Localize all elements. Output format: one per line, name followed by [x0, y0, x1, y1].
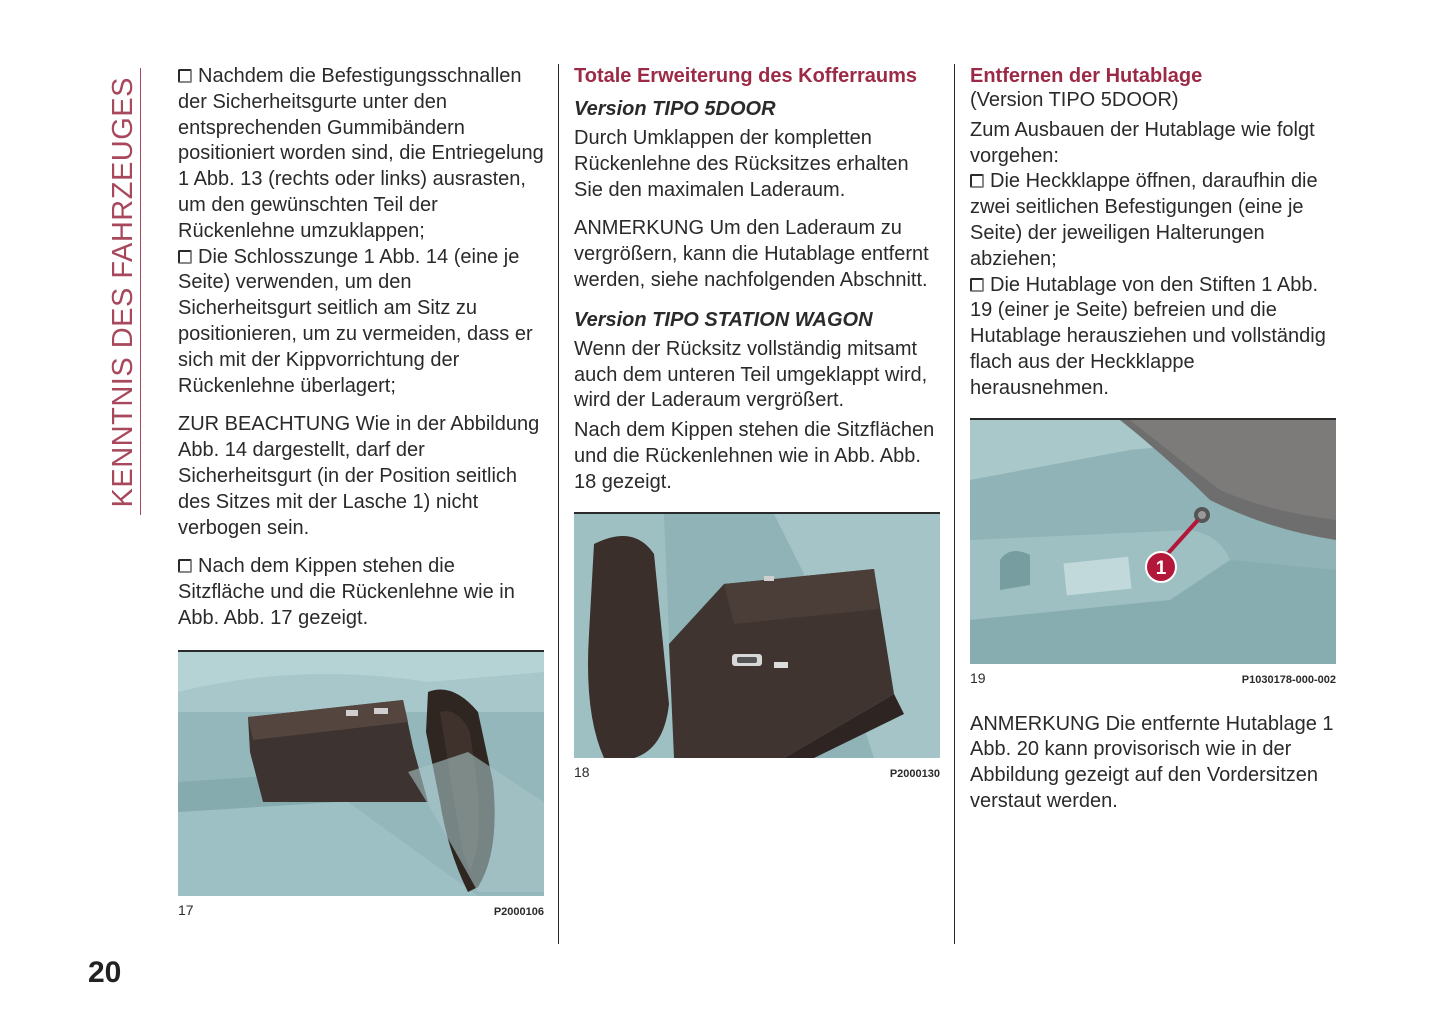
figure-17 [178, 650, 544, 918]
figure-19 [970, 418, 1336, 686]
figure-callout-label: 1 [1155, 557, 1167, 579]
figure-number: 18 [574, 763, 590, 780]
bullet-belt-tongue: Die Schlosszunge 1 Abb. 14 (eine je Seite) verwenden, um den Sicherheitsgurt seitlich am Sitz zu positionieren, um zu vermeiden, dass er sich mit der Kippvorrichtung der Rückenlehne überlagert; [178, 245, 533, 397]
column-divider-2 [954, 64, 955, 944]
checkbox-bullet-icon [970, 174, 984, 188]
warning-paragraph: ZUR BEACHTUNG Wie in der Abbildung Abb. 14 dargestellt, darf der Sicherheitsgurt (in der Position seitlich des Sitzes mit der Lasche 1) nicht verbogen sein. [178, 413, 540, 539]
side-title-rule [140, 68, 141, 515]
column-3 [970, 64, 1338, 815]
figure-17-caption [178, 902, 544, 918]
figure-number: 17 [178, 901, 194, 918]
heading-trunk-extension: Totale Erweiterung des Kofferraums [574, 65, 918, 87]
figure-17-photo [178, 652, 544, 896]
note-parcel-shelf: ANMERKUNG Um den Laderaum zu vergrößern, kann die Hutablage entfernt werden, siehe nachfolgenden Abschnitt. [574, 217, 929, 291]
section-side-title [103, 70, 143, 515]
paragraph-fold-backrest: Durch Umklappen der kompletten Rückenlehne des Rücksitzes erhalten Sie den maximalen Laderaum. [574, 127, 909, 201]
figure-19-photo [970, 420, 1336, 664]
folded-wagon-seat-illustration [574, 514, 940, 758]
parcel-shelf-pin-illustration [970, 420, 1336, 664]
folded-rear-seat-illustration [178, 652, 544, 896]
figure-18 [574, 512, 940, 780]
figure-number: 19 [970, 669, 986, 686]
checkbox-bullet-icon [970, 278, 984, 292]
section-side-title-text: KENNTNIS DES FAHRZEUGES [106, 77, 139, 508]
checkbox-bullet-icon [178, 559, 192, 573]
column-divider-1 [558, 64, 559, 944]
subheading-5door: Version TIPO 5DOOR [574, 98, 776, 120]
figure-code: P1030178-000-002 [1241, 673, 1336, 686]
checkbox-bullet-icon [178, 250, 192, 264]
column-2 [574, 64, 942, 780]
heading-remove-parcel-shelf: Entfernen der Hutablage [970, 65, 1203, 87]
figure-18-caption [574, 764, 940, 780]
page-number: 20 [88, 956, 122, 989]
figure-19-caption [970, 670, 1336, 686]
bullet-release-backrest: Nachdem die Befestigungsschnallen der Sicherheitsgurte unter den entsprechenden Gummibändern positioniert worden sind, die Entriegelung 1 Abb. 13 (rechts oder links) ausrasten, um den gewünschten Teil der Rückenlehne umzuklappen; [178, 65, 544, 242]
figure-18-photo [574, 514, 940, 758]
checkbox-bullet-icon [178, 69, 192, 83]
paragraph-intro: Zum Ausbauen der Hutablage wie folgt vorgehen: [970, 118, 1315, 167]
paragraph-rear-seat-folded: Wenn der Rücksitz vollständig mitsamt auch dem unteren Teil umgeklappt wird, wird der Laderaum vergrößert. [574, 337, 928, 412]
figure-code: P2000106 [493, 905, 544, 918]
bullet-open-tailgate: Die Heckklappe öffnen, daraufhin die zwei seitlichen Befestigungen (eine je Seite) der jeweiligen Halterungen abziehen; [970, 170, 1318, 270]
bullet-after-tilting: Nach dem Kippen stehen die Sitzfläche und die Rückenlehne wie in Abb. Abb. 17 gezeigt. [178, 555, 515, 629]
bullet-release-shelf: Die Hutablage von den Stiften 1 Abb. 19 (einer je Seite) befreien und die Hutablage herausziehen und vollständig flach aus der Heckklappe herausnehmen. [970, 273, 1326, 399]
figure-code: P2000130 [889, 767, 940, 780]
note-stowage: ANMERKUNG Die entfernte Hutablage 1 Abb. 20 kann provisorisch wie in der Abbildung gezeigt auf den Vordersitzen verstaut werden. [970, 712, 1334, 812]
column-1 [178, 64, 546, 918]
subheading-station-wagon: Version TIPO STATION WAGON [574, 308, 873, 331]
paragraph-after-tilting: Nach dem Kippen stehen die Sitzflächen und die Rückenlehnen wie in Abb. Abb. 18 gezeigt. [574, 419, 935, 493]
version-label: (Version TIPO 5DOOR) [970, 89, 1179, 111]
